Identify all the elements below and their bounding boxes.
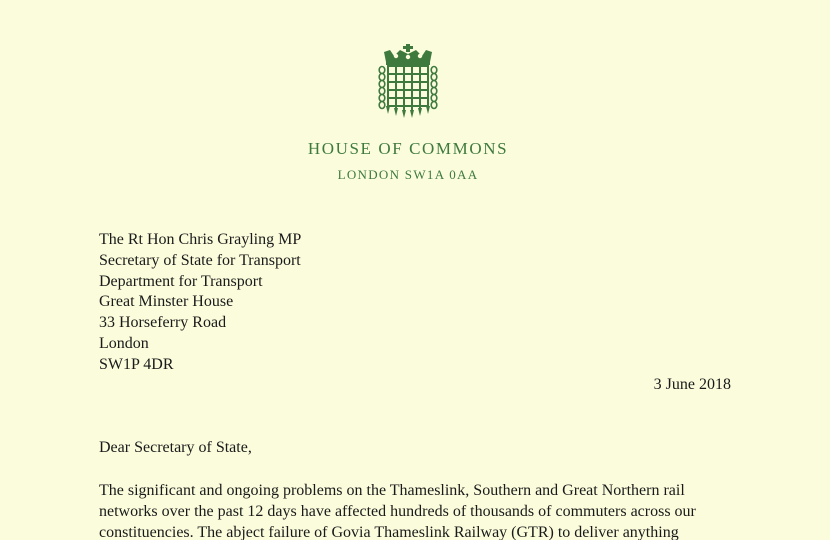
body-line: networks over the past 12 days have affected hundreds of thousands of commuters across our xyxy=(99,502,696,520)
recipient-department: Department for Transport xyxy=(99,272,263,290)
recipient-street: 33 Horseferry Road xyxy=(99,314,227,332)
body-paragraph xyxy=(99,481,739,540)
letterhead-org-name: HOUSE OF COMMONS xyxy=(307,139,509,158)
body-line: The significant and ongoing problems on the Thameslink, Southern and Great Northern rail xyxy=(99,482,685,499)
recipient-building: Great Minster House xyxy=(99,293,234,311)
recipient-postcode: SW1P 4DR xyxy=(99,355,174,373)
recipient-title: Secretary of State for Transport xyxy=(99,251,301,269)
letterhead-org-address: LONDON SW1A 0AA xyxy=(337,167,479,182)
portcullis-crest-icon xyxy=(376,44,440,118)
letter-date: 3 June 2018 xyxy=(653,376,731,393)
recipient-name: The Rt Hon Chris Grayling MP xyxy=(99,231,302,248)
salutation: Dear Secretary of State, xyxy=(99,439,252,456)
body-line: constituencies. The abject failure of Govia Thameslink Railway (GTR) to deliver anything xyxy=(99,523,679,540)
recipient-city: London xyxy=(99,334,149,352)
recipient-address-block xyxy=(99,230,301,376)
